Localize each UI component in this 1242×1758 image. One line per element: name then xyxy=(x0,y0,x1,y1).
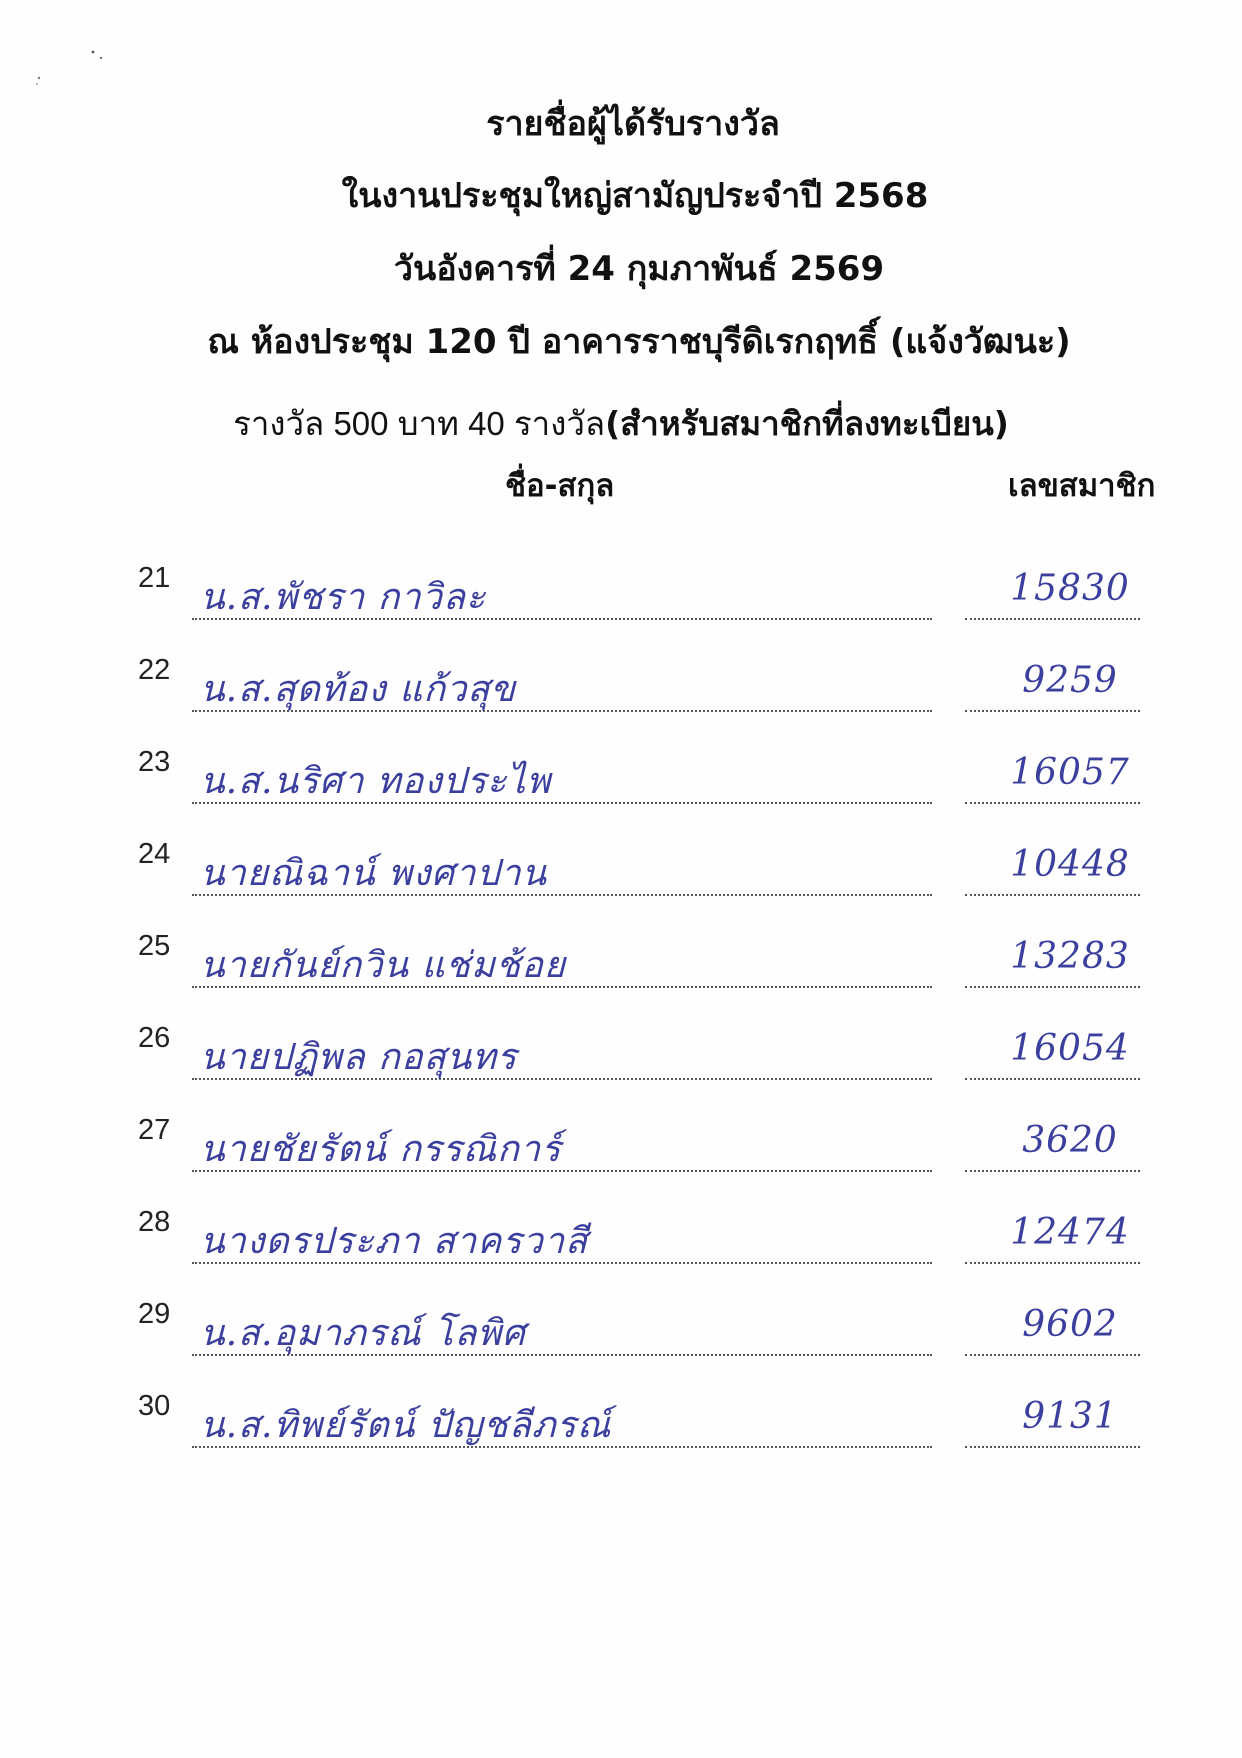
handwritten-member-no: 12474 xyxy=(1010,1212,1130,1253)
handwritten-member-no: 9602 xyxy=(1022,1304,1118,1345)
prize-amount-text: รางวัล 500 บาท 40 รางวัล xyxy=(233,405,606,442)
list-item xyxy=(0,1114,1242,1206)
prize-description xyxy=(0,404,1242,444)
handwritten-name: น.ส.พัชรา กาวิละ xyxy=(200,577,487,618)
title-line-4: ณ ห้องประชุม 120 ปี อาคารราชบุรีดิเรกฤทธิ์ (แจ้งวัฒนะ) xyxy=(207,322,1071,362)
member-dotted-line xyxy=(965,986,1140,988)
row-number: 23 xyxy=(138,746,171,778)
handwritten-member-no: 16057 xyxy=(1010,752,1130,793)
handwritten-member-no: 9131 xyxy=(1022,1396,1118,1437)
row-number: 30 xyxy=(138,1390,171,1422)
handwritten-member-no: 10448 xyxy=(1010,844,1130,885)
row-number: 28 xyxy=(138,1206,171,1238)
member-dotted-line xyxy=(965,894,1140,896)
title-line-3: วันอังคารที่ 24 กุมภาพันธ์ 2569 xyxy=(393,249,885,289)
column-header-name: ชื่อ-สกุล xyxy=(505,468,615,504)
list-item xyxy=(0,1206,1242,1298)
row-number: 21 xyxy=(138,562,171,594)
list-item xyxy=(0,562,1242,654)
member-dotted-line xyxy=(965,1354,1140,1356)
list-item xyxy=(0,1390,1242,1482)
prize-eligibility-text: (สำหรับสมาชิกที่ลงทะเบียน) xyxy=(605,404,1009,443)
title-line-1: รายชื่อผู้ได้รับรางวัล xyxy=(486,104,780,144)
column-header-member-no: เลขสมาชิก xyxy=(1008,468,1156,504)
member-dotted-line xyxy=(965,802,1140,804)
handwritten-name: น.ส.นริศา ทองประไพ xyxy=(200,761,552,802)
handwritten-name: นายกันย์กวิน แช่มช้อย xyxy=(200,945,566,986)
handwritten-member-no: 13283 xyxy=(1010,936,1130,977)
member-dotted-line xyxy=(965,1170,1140,1172)
member-dotted-line xyxy=(965,710,1140,712)
scan-specks xyxy=(35,48,115,98)
handwritten-name: น.ส.อุมาภรณ์ โลพิศ xyxy=(200,1313,526,1354)
handwritten-member-no: 16054 xyxy=(1010,1028,1130,1069)
handwritten-name: น.ส.สุดท้อง แก้วสุข xyxy=(200,669,516,710)
member-dotted-line xyxy=(965,1078,1140,1080)
row-number: 22 xyxy=(138,654,171,686)
list-item xyxy=(0,1298,1242,1390)
handwritten-member-no: 15830 xyxy=(1010,568,1130,609)
list-item xyxy=(0,1022,1242,1114)
list-item xyxy=(0,838,1242,930)
member-dotted-line xyxy=(965,1262,1140,1264)
row-number: 25 xyxy=(138,930,171,962)
handwritten-name: นายปฏิพล กอสุนทร xyxy=(200,1037,518,1078)
list-item xyxy=(0,654,1242,746)
handwritten-name: นายณิฉาน์ พงศาปาน xyxy=(200,853,548,894)
row-number: 26 xyxy=(138,1022,171,1054)
handwritten-name: น.ส.ทิพย์รัตน์ ปัญชลีภรณ์ xyxy=(200,1405,612,1446)
handwritten-member-no: 9259 xyxy=(1022,660,1118,701)
handwritten-member-no: 3620 xyxy=(1022,1120,1118,1161)
title-line-2: ในงานประชุมใหญ่สามัญประจำปี 2568 xyxy=(341,176,929,216)
row-number: 24 xyxy=(138,838,171,870)
member-dotted-line xyxy=(965,1446,1140,1448)
row-number: 29 xyxy=(138,1298,171,1330)
handwritten-name: นางดรประภา สาครวาสี xyxy=(200,1221,589,1262)
handwritten-name: นายชัยรัตน์ กรรณิการ์ xyxy=(200,1129,562,1170)
row-number: 27 xyxy=(138,1114,171,1146)
member-dotted-line xyxy=(965,618,1140,620)
list-item xyxy=(0,746,1242,838)
list-item xyxy=(0,930,1242,1022)
